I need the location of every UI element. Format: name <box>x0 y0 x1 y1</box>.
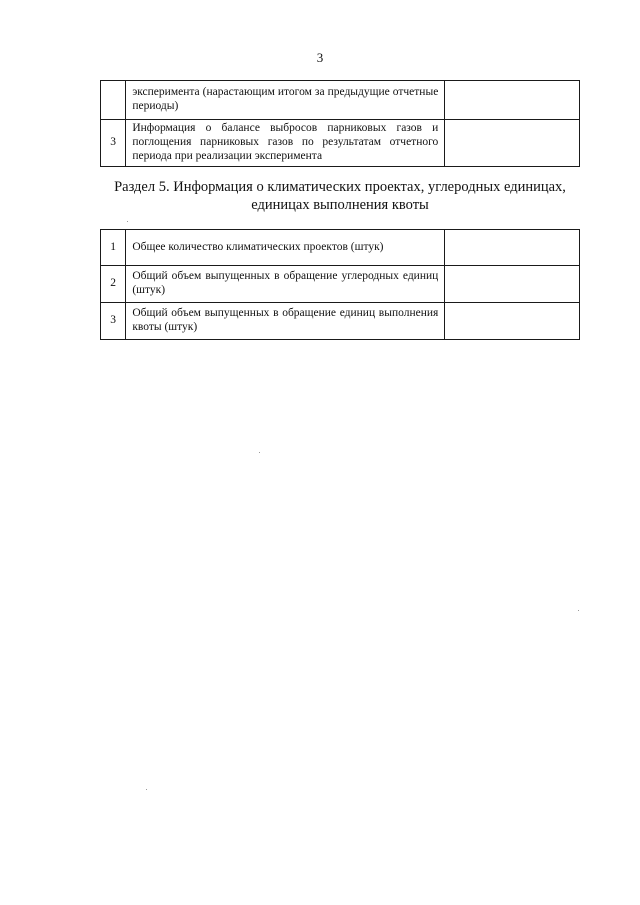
scan-speck <box>259 452 260 453</box>
row-number: 3 <box>101 120 126 167</box>
row-description: эксперимента (нарастающим итогом за предыдущие отчетные периоды) <box>126 81 445 120</box>
scan-speck <box>146 789 147 790</box>
section-title: Раздел 5. Информация о климатических проектах, углеродных единицах, единицах выполнения квоты <box>114 179 566 214</box>
table-row <box>101 230 580 266</box>
scan-speck <box>127 221 128 222</box>
row-value-cell <box>445 303 580 340</box>
row-description: Общий объем выпущенных в обращение единиц выполнения квоты (штук) <box>126 303 445 340</box>
indicators-table-continued <box>100 80 580 167</box>
table-row <box>101 81 580 120</box>
row-number: 2 <box>101 266 126 303</box>
table-row <box>101 120 580 167</box>
row-description: Общий объем выпущенных в обращение углеродных единиц (штук) <box>126 266 445 303</box>
row-value-cell <box>445 266 580 303</box>
row-number: 1 <box>101 230 126 266</box>
row-number: 3 <box>101 303 126 340</box>
row-value-cell <box>445 230 580 266</box>
table-row <box>101 303 580 340</box>
page-number: 3 <box>316 50 324 65</box>
row-description: Общее количество климатических проектов (штук) <box>126 230 445 266</box>
row-number <box>101 81 126 120</box>
table-row <box>101 266 580 303</box>
climate-projects-table <box>100 229 580 340</box>
row-value-cell <box>445 81 580 120</box>
row-description: Информация о балансе выбросов парниковых газов и поглощения парниковых газов по результатам отчетного периода при реализации эксперимента <box>126 120 445 167</box>
scan-speck <box>578 610 579 611</box>
row-value-cell <box>445 120 580 167</box>
